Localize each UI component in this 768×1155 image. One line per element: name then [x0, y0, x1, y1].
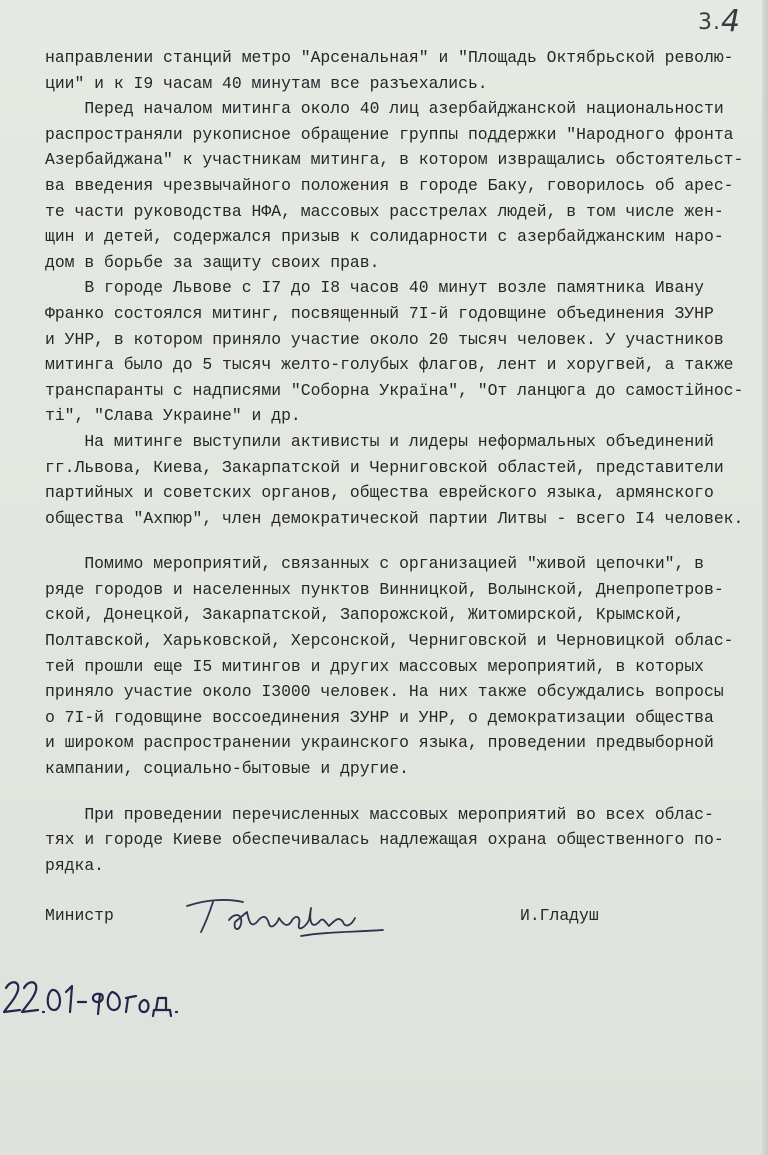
text-line: кампании, социально-бытовые и другие.: [45, 759, 409, 779]
text-line: Азербайджана" к участникам митинга, в котором извращались обстоятельст-: [45, 150, 744, 170]
document-body: [45, 45, 765, 878]
text-line: тях и городе Киеве обеспечивалась надлежащая охрана общественного по-: [45, 830, 724, 850]
page-number-prefix: 3.: [698, 10, 721, 35]
paragraph-gap: [45, 782, 765, 802]
signature-block: [45, 900, 745, 940]
text-line: и широком распространении украинского языка, проведении предвыборной: [45, 733, 714, 753]
text-line: щин и детей, содержался призыв к солидарности с азербайджанским наро-: [45, 227, 724, 247]
text-line: ва введения чрезвычайного положения в городе Баку, говорилось об арес-: [45, 175, 734, 195]
text-line: Помимо мероприятий, связанных с организацией "живой цепочки", в: [45, 554, 705, 574]
paragraph: [45, 45, 765, 96]
handwritten-date-text: 22.01.90год.: [0, 972, 8, 973]
text-line: направлении станций метро "Арсенальная" и "Площадь Октябрьской револю-: [45, 48, 734, 67]
text-line: ции" и к I9 часам 40 минутам все разъехались.: [45, 73, 488, 93]
text-line: митинга было до 5 тысяч желто-голубых флагов, лент и хоругвей, а также: [45, 355, 734, 375]
paragraph-gap: [45, 531, 765, 551]
paragraph: [45, 429, 765, 531]
paragraph: [45, 802, 765, 879]
scan-edge: [762, 0, 768, 1155]
text-line: дом в борьбе за защиту своих прав.: [45, 252, 380, 272]
text-line: и УНР, в котором приняло участие около 20 тысяч человек. У участников: [45, 329, 724, 349]
text-line: ской, Донецкой, Закарпатской, Запорожской, Житомирской, Крымской,: [45, 605, 685, 625]
page-number: [698, 4, 741, 39]
text-line: рядка.: [45, 855, 105, 875]
handwritten-date: [0, 972, 180, 1028]
handwritten-signature: [183, 892, 403, 942]
text-line: те части руководства НФА, массовых расстрелах людей, в том числе жен-: [45, 201, 724, 221]
signatory-title: Министр: [45, 906, 114, 925]
paragraph: [45, 96, 765, 275]
page-number-value: 4: [721, 4, 742, 39]
text-line: приняло участие около I3000 человек. На них также обсуждались вопросы: [45, 682, 724, 702]
text-line: распространяли рукописное обращение группы поддержки "Народного фронта: [45, 124, 734, 144]
text-line: Перед началом митинга около 40 лиц азербайджанской национальности: [45, 99, 724, 119]
text-line: гг.Львова, Киева, Закарпатской и Черниговской областей, представители: [45, 457, 724, 477]
text-line: В городе Львове с I7 до I8 часов 40 минут возле памятника Ивану: [45, 278, 705, 298]
text-line: тей прошли еще I5 митингов и других массовых мероприятий, в которых: [45, 656, 705, 676]
text-line: транспаранты с надписями "Соборна Україна", "От ланцюга до самостійнос-: [45, 380, 744, 400]
text-line: о 7I-й годовщине воссоединения ЗУНР и УНР, о демократизации общества: [45, 707, 714, 727]
text-line: общества "Ахпюр", член демократической партии Литвы - всего I4 человек.: [45, 508, 744, 528]
text-line: Полтавской, Харьковской, Херсонской, Черниговской и Черновицкой облас-: [45, 631, 734, 651]
paragraph: [45, 551, 765, 781]
text-line: На митинге выступили активисты и лидеры неформальных объединений: [45, 431, 714, 451]
signatory-name: И.Гладуш: [520, 906, 599, 925]
paragraph: [45, 275, 765, 429]
text-line: Франко состоялся митинг, посвященный 7I-й годовщине объединения ЗУНР: [45, 303, 714, 323]
text-line: ті", "Слава Украине" и др.: [45, 406, 301, 426]
text-line: При проведении перечисленных массовых мероприятий во всех облас-: [45, 804, 714, 824]
text-line: ряде городов и населенных пунктов Винницкой, Волынской, Днепропетров-: [45, 579, 724, 599]
text-line: партийных и советских органов, общества еврейского языка, армянского: [45, 483, 714, 503]
